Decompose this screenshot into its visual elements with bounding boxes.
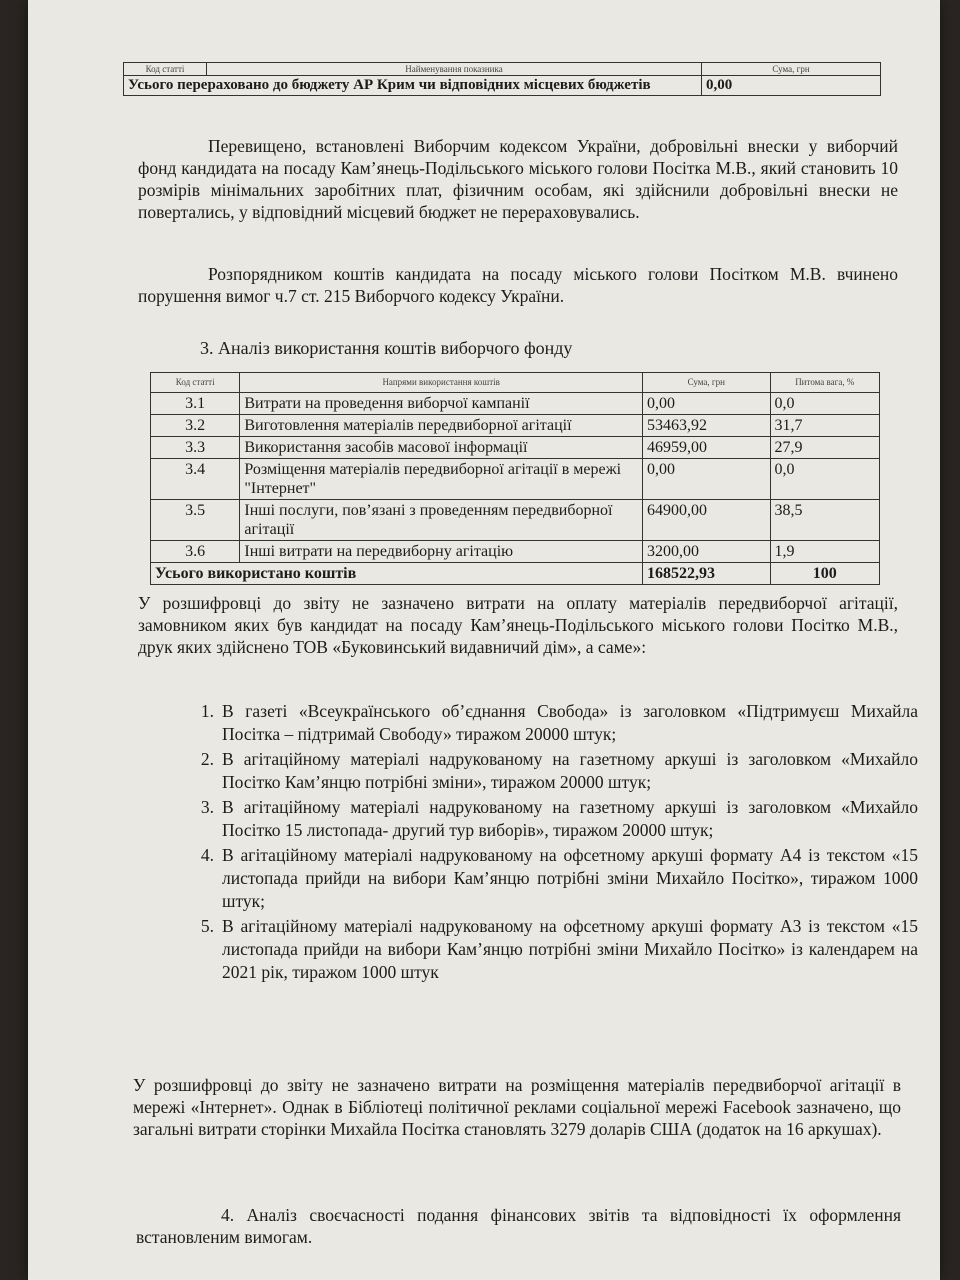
document-page: [28, 0, 940, 1280]
top-table-total-row: [124, 76, 881, 96]
list-item-text: В агітаційному матеріалі надрукованому на газетному аркуші із заголовком «Михайло Посітко 15 листопада- другий тур виборів», тиражом 20000 штук;: [222, 797, 918, 840]
paragraph-1: Перевищено, встановлені Виборчим кодексом України, добровільні внески у виборчий фонд кандидата на посаду Кам’янець-Подільського міського голови Посітка М.В., який становить 10 розмірів мінімальних заробітних плат, фізичним особам, які здійснили добровільні внески не повертались, у відповідний місцевий бюджет не перераховувались.: [138, 136, 898, 222]
list-item-number: 4.: [200, 845, 214, 865]
row-sum: 0,00: [643, 393, 771, 415]
paragraph-2: Розпорядником коштів кандидата на посаду міського голови Посітком М.В. вчинено порушення вимог ч.7 ст. 215 Виборчого кодексу України.: [138, 264, 898, 306]
col-sum: Сума, грн: [643, 373, 771, 393]
row-code: 3.2: [151, 415, 240, 437]
row-name: Інші витрати на передвиборну агітацію: [240, 541, 643, 563]
top-table-header: [124, 63, 881, 76]
expenses-table-header: [151, 373, 880, 393]
top-total-label: Усього перераховано до бюджету АР Крим чи відповідних місцевих бюджетів: [124, 76, 702, 96]
paragraph-4: У розшифровці до звіту не зазначено витрати на розміщення матеріалів передвиборчої агітації в мережі «Інтернет». Однак в Бібліотеці політичної реклами соціальної мережі Facebook зазначено, що загальні витрати сторінки Михайла Посітка становлять 3279 доларів США (додаток на 16 аркушах).: [133, 1075, 901, 1139]
list-item-text: В агітаційному матеріалі надрукованому на газетному аркуші із заголовком «Михайло Посітко Кам’янцю потрібні зміни», тиражом 20000 штук;: [222, 749, 918, 792]
top-table: [123, 62, 881, 96]
top-col-sum: Сума, грн: [702, 63, 881, 76]
row-name: Витрати на проведення виборчої кампанії: [240, 393, 643, 415]
total-label: Усього використано коштів: [151, 563, 643, 585]
top-col-code: Код статті: [124, 63, 207, 76]
col-name: Напрями використання коштів: [240, 373, 643, 393]
expenses-total-row: [151, 563, 880, 585]
col-code: Код статті: [151, 373, 240, 393]
section-4-title: 4. Аналіз своєчасності подання фінансових звітів та відповідності їх оформлення встановленим вимогам.: [136, 1205, 901, 1247]
row-name: Використання засобів масової інформації: [240, 437, 643, 459]
list-item: [178, 700, 918, 746]
list-item: [178, 748, 918, 794]
table-row: [151, 500, 880, 541]
list-item-text: В газеті «Всеукраїнського об’єднання Свобода» із заголовком «Підтримуєш Михайла Посітка – підтримай Свободу» тиражом 20000 штук;: [222, 701, 918, 744]
list-item: [178, 796, 918, 842]
list-item-number: 5.: [200, 916, 214, 936]
section-3-title: 3. Аналіз використання коштів виборчого фонду: [200, 338, 573, 358]
row-share: 27,9: [770, 437, 879, 459]
row-sum: 53463,92: [643, 415, 771, 437]
row-name: Інші послуги, пов’язані з проведенням передвиборної агітації: [240, 500, 643, 541]
row-code: 3.5: [151, 500, 240, 541]
materials-list: [178, 700, 918, 986]
total-share: 100: [770, 563, 879, 585]
table-row: [151, 393, 880, 415]
col-share: Питома вага, %: [770, 373, 879, 393]
row-code: 3.1: [151, 393, 240, 415]
row-sum: 3200,00: [643, 541, 771, 563]
row-share: 0,0: [770, 393, 879, 415]
row-sum: 64900,00: [643, 500, 771, 541]
row-sum: 0,00: [643, 459, 771, 500]
row-name: Виготовлення матеріалів передвиборної агітації: [240, 415, 643, 437]
row-share: 0,0: [770, 459, 879, 500]
row-name: Розміщення матеріалів передвиборної агітації в мережі "Інтернет": [240, 459, 643, 500]
row-share: 1,9: [770, 541, 879, 563]
list-item-text: В агітаційному матеріалі надрукованому на офсетному аркуші формату А3 із текстом «15 листопада прийди на вибори Кам’янцю потрібні зміни Михайло Посітко» із календарем на 2021 рік, тиражом 1000 штук: [222, 916, 918, 982]
row-code: 3.6: [151, 541, 240, 563]
row-code: 3.3: [151, 437, 240, 459]
list-item-number: 2.: [200, 749, 214, 769]
table-row: [151, 415, 880, 437]
table-row: [151, 437, 880, 459]
total-sum: 168522,93: [643, 563, 771, 585]
list-item-number: 3.: [200, 797, 214, 817]
row-share: 38,5: [770, 500, 879, 541]
table-row: [151, 459, 880, 500]
row-share: 31,7: [770, 415, 879, 437]
list-item: [178, 915, 918, 984]
paragraph-3: У розшифровці до звіту не зазначено витрати на оплату матеріалів передвиборчої агітації, замовником яких був кандидат на посаду Кам’янець-Подільського міського голови Посітко М.В., друк яких здійснено ТОВ «Буковинський видавничий дім», а саме»:: [138, 593, 898, 657]
row-sum: 46959,00: [643, 437, 771, 459]
table-row: [151, 541, 880, 563]
top-total-value: 0,00: [702, 76, 881, 96]
list-item: [178, 844, 918, 913]
list-item-text: В агітаційному матеріалі надрукованому на офсетному аркуші формату А4 із текстом «15 листопада прийди на вибори Кам’янцю потрібні зміни Михайло Посітко», тиражом 1000 штук;: [222, 845, 918, 911]
top-col-name: Найменування показника: [207, 63, 702, 76]
expenses-table: [150, 372, 880, 585]
list-item-number: 1.: [200, 701, 214, 721]
row-code: 3.4: [151, 459, 240, 500]
